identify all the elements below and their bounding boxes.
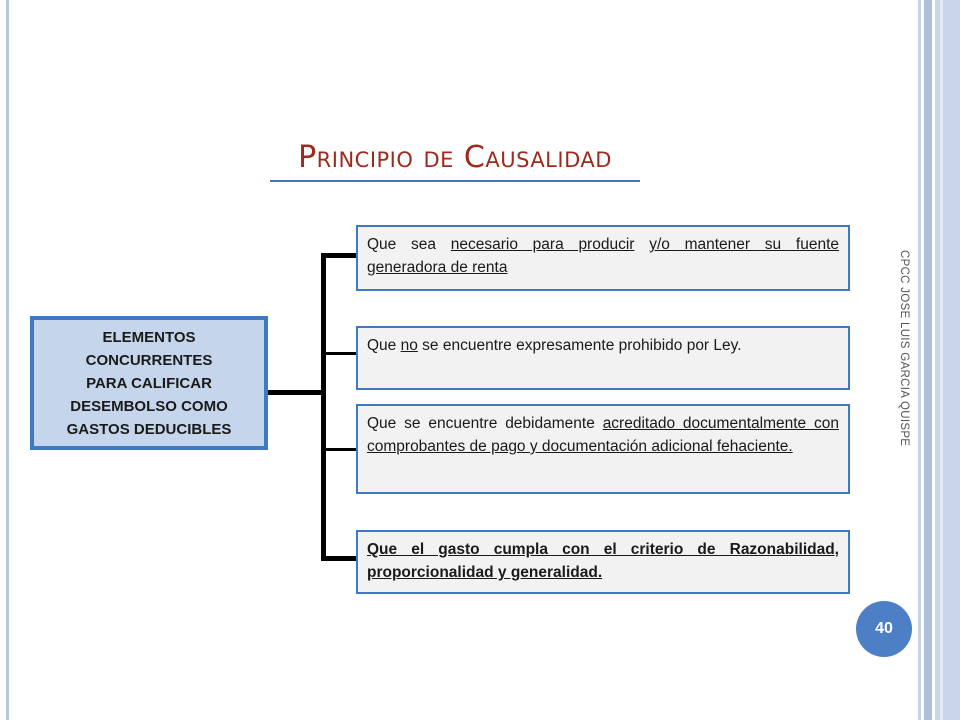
page-number: 40 [875,620,893,637]
criterion-box [356,530,850,594]
connector-branch-3 [326,448,356,451]
criterion-text-segment: necesario para producir [450,236,635,253]
connector-branch-2 [326,352,356,355]
criterion-box [356,326,850,390]
criterion-text-segment: Que [367,337,401,354]
title-underline [270,180,640,182]
criterion-text-segment: no [400,337,418,354]
main-concept-text [67,326,232,441]
author-credit: CPCC JOSE LUIS GARCIA QUISPE [898,250,910,447]
left-border-line [6,0,9,720]
right-decorative-band [940,0,943,720]
criterion-text-segment: acreditado documentalmente con comprobantes de pago y documentación adicional fehaciente. [367,415,839,455]
criterion-text-segment: y/o mantener su fuente generadora de renta [367,236,840,276]
criterion-text-segment: Que el gasto cumpla con el criterio de Razonabilidad, proporcionalidad y generalidad. [367,541,839,581]
criterion-box [356,225,850,291]
main-concept-line: PARA CALIFICAR [86,374,212,392]
main-concept-box [30,316,268,450]
right-decorative-band [935,0,960,720]
main-concept-line: ELEMENTOS [102,328,196,346]
main-concept-line: CONCURRENTES [85,351,213,369]
criterion-text-segment: Que se encuentre debidamente [367,415,603,432]
criterion-text-segment: Que sea [367,236,451,253]
connector-branch-1 [321,253,356,258]
criterion-text-segment [634,236,649,253]
connector-branch-4 [321,556,356,561]
connector-main [268,390,324,395]
right-decorative-band [924,0,932,720]
slide-title: Principio de Causalidad [298,140,612,175]
connector-spine [321,253,326,561]
page-number-badge [856,601,912,657]
main-concept-line: GASTOS DEDUCIBLES [66,420,232,438]
criterion-box [356,404,850,494]
criterion-text-segment: se encuentre expresamente prohibido por Ley. [417,337,742,354]
right-decorative-band [918,0,921,720]
main-concept-line: DESEMBOLSO COMO [70,397,228,415]
